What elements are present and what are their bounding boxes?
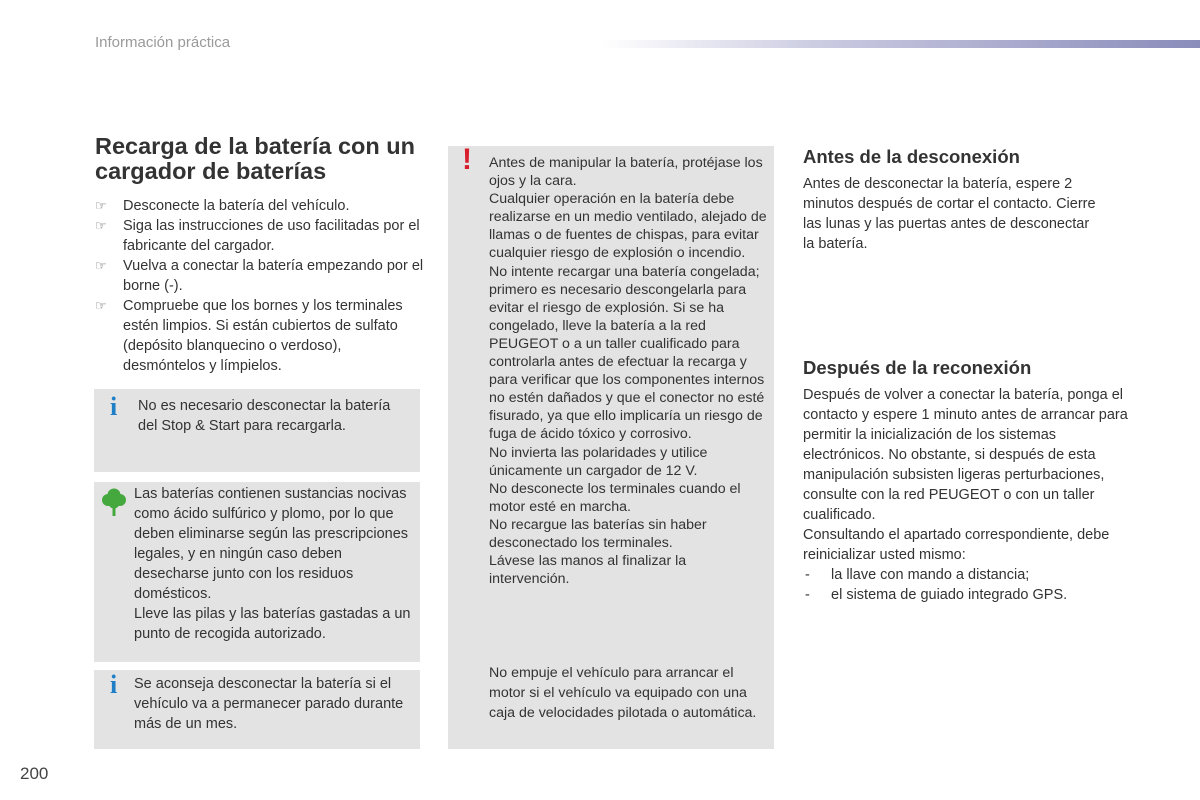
info-note-long-parking — [94, 670, 420, 749]
section-header: Información práctica — [95, 34, 231, 51]
pointing-hand-icon: ☞ — [95, 258, 107, 273]
step-list — [95, 196, 425, 376]
pointing-hand-icon: ☞ — [95, 298, 107, 313]
info-note-text: Se aconseja desconectar la batería si el vehículo va a permanecer parado durante más de un mes. — [134, 676, 404, 732]
step-text: Compruebe que los bornes y los terminales estén limpios. Si están cubiertos de sulfato (depósito blanquecino o verdoso), desmóntelos y límpielos. — [123, 298, 403, 374]
environment-note-text: Las baterías contienen sustancias nocivas como ácido sulfúrico y plomo, por lo que deben eliminarse según las prescripciones legales, y en ningún caso deben desecharse junto con los residuos domésticos. Lleve las pilas y las baterías gastadas a un punto de recogida autorizado. — [134, 486, 411, 642]
info-note-text: No es necesario desconectar la batería del Stop & Start para recargarla. — [138, 398, 391, 434]
after-reconnect-text: Después de volver a conectar la batería, ponga el contacto y espere 1 minuto antes de arrancar para permitir la inicialización de los sistemas electrónicos. No obstante, si después de esta manipulación subsisten ligeras perturbaciones, consulte con la red PEUGEOT o con un taller cualificado. Consultando el apartado correspondiente, debe reinicializar usted mismo: — [803, 387, 1128, 563]
list-item — [95, 256, 425, 296]
reset-item-text: la llave con mando a distancia; — [831, 567, 1030, 583]
after-reconnect-section — [803, 385, 1133, 605]
pointing-hand-icon: ☞ — [95, 198, 107, 213]
leaf-tree-icon — [101, 486, 127, 518]
dash-bullet: - — [805, 587, 810, 603]
before-disconnect-heading: Antes de la desconexión — [803, 146, 1020, 167]
info-note-stop-start — [94, 389, 420, 472]
reset-list — [803, 565, 1133, 605]
page-title: Recarga de la batería con un cargador de baterías — [95, 133, 415, 184]
step-text: Desconecte la batería del vehículo. — [123, 198, 350, 214]
after-reconnect-heading: Después de la reconexión — [803, 357, 1032, 378]
warning-text-push-start: No empuje el vehículo para arrancar el motor si el vehículo va equipado con una caja de velocidades pilotada o automática. — [489, 665, 757, 721]
warning-text: Antes de manipular la batería, protéjase los ojos y la cara. Cualquier operación en la batería debe realizarse en un medio ventilado, alejado de llamas o de fuentes de chispas, para evitar cualquier riesgo de explosión o incendio. No intente recargar una batería congelada; primero es necesario descongelarla para evitar el riesgo de explosión. Si se ha congelado, lleve la batería a la red PEUGEOT o a un taller cualificado para controlarla antes de efectuar la recarga y para verificar que los componentes internos no estén dañados y que el conector no esté fisurado, ya que ello implicaría un riesgo de fuga de ácido tóxico y corrosivo. No invierta las polaridades y utilice únicamente un cargador de 12 V. No desconecte los terminales cuando el motor esté en marcha. No recargue las baterías sin haber desconectado los terminales. Lávese las manos al finalizar la intervención. — [489, 155, 767, 588]
reset-item-text: el sistema de guiado integrado GPS. — [831, 587, 1068, 603]
pointing-hand-icon: ☞ — [95, 218, 107, 233]
page-number: 200 — [20, 764, 49, 783]
list-item — [95, 296, 425, 376]
list-item — [803, 585, 1133, 605]
info-icon: i — [110, 392, 118, 421]
warning-box — [448, 143, 774, 749]
info-icon: i — [110, 670, 118, 699]
list-item — [803, 565, 1133, 585]
step-text: Siga las instrucciones de uso facilitadas por el fabricante del cargador. — [123, 218, 420, 254]
list-item — [95, 216, 425, 256]
before-disconnect-text: Antes de desconectar la batería, espere 2 minutos después de cortar el contacto. Cierre las lunas y las puertas antes de desconectar la batería. — [803, 176, 1096, 252]
dash-bullet: - — [805, 567, 810, 583]
warning-icon: ! — [462, 143, 472, 176]
environment-note — [94, 482, 420, 662]
header-bar — [600, 40, 1200, 48]
step-text: Vuelva a conectar la batería empezando por el borne (-). — [123, 258, 424, 294]
list-item — [95, 196, 425, 216]
